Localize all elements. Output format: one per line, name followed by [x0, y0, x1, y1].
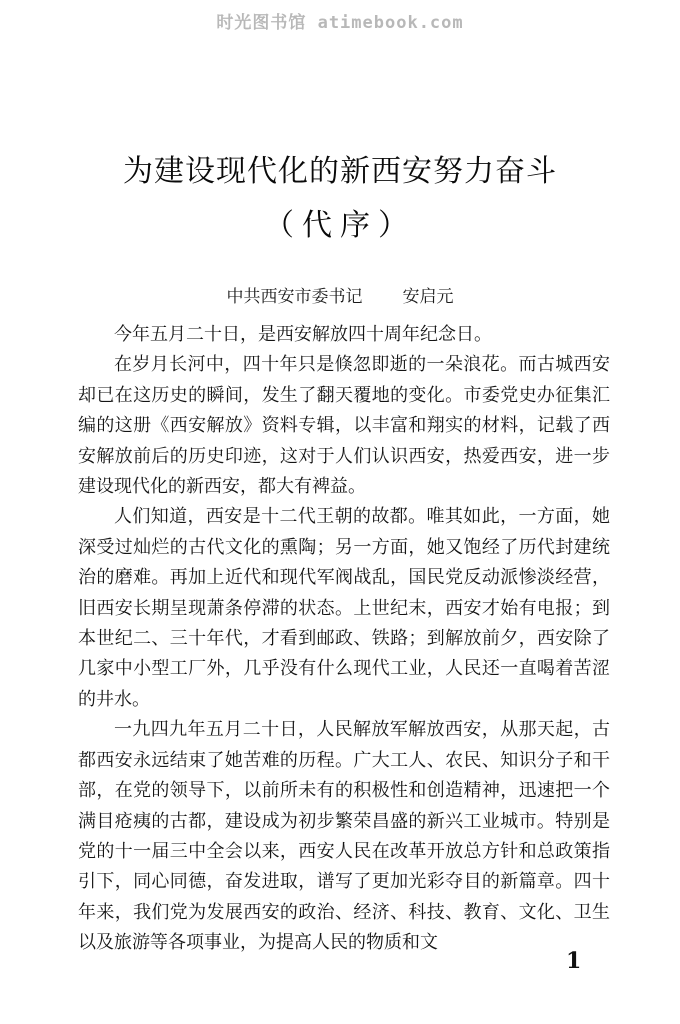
author-role: 中共西安市委书记	[226, 287, 363, 307]
paragraph: 今年五月二十日，是西安解放四十周年纪念日。	[114, 324, 492, 345]
watermark: 时光图书馆 atimebook.com	[216, 13, 464, 33]
author-name: 安启元	[402, 287, 454, 307]
paragraph: 一九四九年五月二十日，人民解放军解放西安，从那天起，古都西安永远结束了她苦难的历程。广大工人、农民、知识分子和干部，在党的领导下，以前所未有的积极性和创造精神，迅速把一个满目疮痍的古都，建设成为初步繁荣昌盛的新兴工业城市。特别是党的十一届三中全会以来，西安人民在改革开放总方针和总政策指引下，同心同德，奋发进取，谱写了更加光彩夺目的新篇章。四十年来，我们党为发展西安的政治、经济、科技、教育、文化、卫生以及旅游等各项事业，为提高人民的物质和文	[78, 719, 610, 954]
byline	[0, 282, 680, 307]
article-body	[78, 320, 610, 959]
paragraph: 人们知道，西安是十二代王朝的故都。唯其如此，一方面，她深受过灿烂的古代文化的熏陶；另一方面，她又饱经了历代封建统治的磨难。再加上近代和现代军阀战乱，国民党反动派惨淡经营，旧西安长期呈现萧条停滞的状态。上世纪末，西安才始有电报；到本世纪二、三十年代，才看到邮政、铁路；到解放前夕，西安除了几家中小型工厂外，几乎没有什么现代工业，人民还一直喝着苦涩的井水。	[78, 506, 610, 710]
paragraph: 在岁月长河中，四十年只是倏忽即逝的一朵浪花。而古城西安却已在这历史的瞬间，发生了翻天覆地的变化。市委党史办征集汇编的这册《西安解放》资料专辑，以丰富和翔实的材料，记载了西安解放前后的历史印迹，这对于人们认识西安，热爱西安，进一步建设现代化的新西安，都大有裨益。	[78, 354, 610, 498]
page-number: 1	[566, 948, 582, 974]
page-title: 为建设现代化的新西安努力奋斗	[123, 154, 557, 189]
page-subtitle: （代序）	[264, 208, 416, 243]
